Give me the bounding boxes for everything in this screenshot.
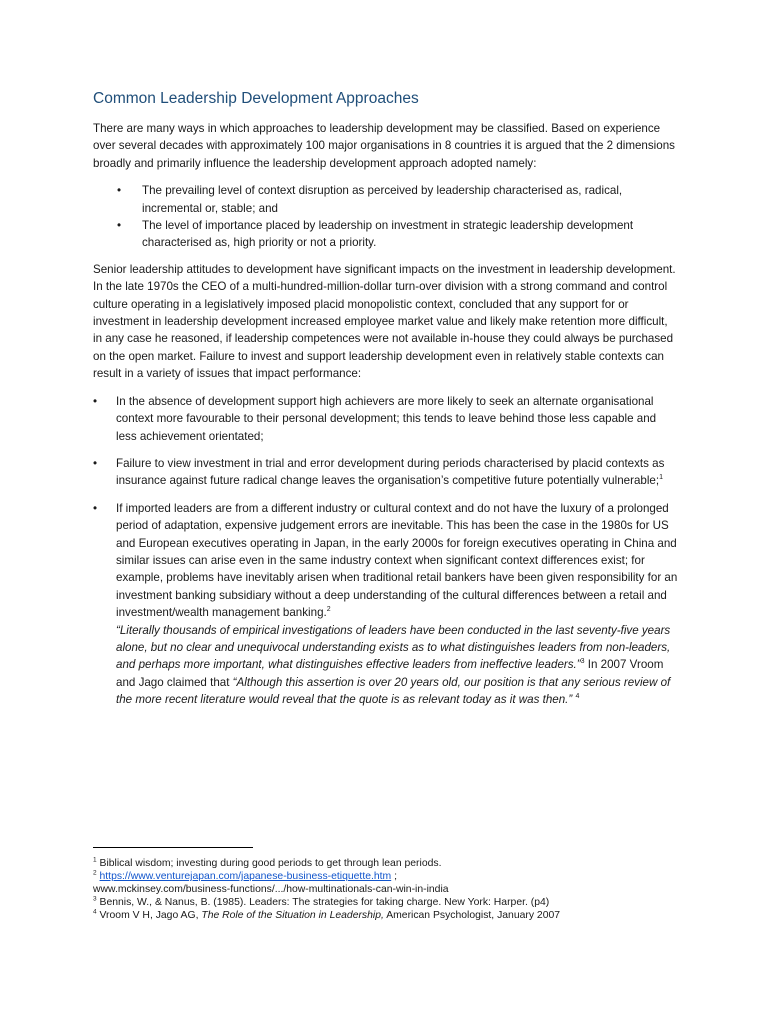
bullet-icon: • — [117, 184, 122, 198]
footnote-number: 4 — [93, 908, 97, 916]
footnote-3 — [93, 896, 683, 909]
senior-attitudes-paragraph: Senior leadership attitudes to development have significant impacts on the investment in leadership development. In the late 1970s the CEO of a multi-hundred-million-dollar turn-over division with a strong command and control culture operating in a legislatively imposed placid monopolistic context, concluded that any support for or investment in leadership development increased employee market value and likely make retention more difficult, in any case he reasoned, if leadership competences were not available in-house they could always be purchased on the open market. Failure to invest and support leadership development even in relatively stable contexts can result in a variety of issues that impact performance: — [93, 262, 676, 381]
intro-paragraph: There are many ways in which approaches to leadership development may be classified. Based on experience over several decades with approximately 100 major organisations in 8 countries it is argued that the 2 dimensions broadly and primarily influence the leadership development approach adopted namely: — [93, 122, 675, 170]
footnote-source: American Psychologist, January 2007 — [383, 910, 561, 921]
issue-text: In the absence of development support high achievers are more likely to seek an alternate organisational context more favourable to their personal development; this tends to leave behind those less capable and less achievement orientated; — [116, 394, 657, 443]
vroom-quote: “Although this assertion is over 20 years old, our position is that any serious review of the more recent literature would reveal that the quote is as relevant today as it was then.” — [116, 675, 671, 707]
footnote-2 — [93, 870, 683, 896]
dimension-text: The level of importance placed by leadership on investment in strategic leadership development characterised as, high priority or not a priority. — [142, 219, 634, 250]
footnote-text: Bennis, W., & Nanus, B. (1985). Leaders: The strategies for taking charge. New York: Harper. (p4) — [96, 897, 550, 908]
dimension-text: The prevailing level of context disruption as perceived by leadership characterised as, radical, incremental or, stable; and — [142, 184, 623, 215]
footnote-number: 2 — [93, 869, 97, 877]
bullet-icon: • — [93, 456, 98, 470]
list-item — [93, 217, 678, 252]
footnote-authors: Vroom V H, Jago AG, — [96, 910, 202, 921]
footnote-divider — [93, 847, 253, 848]
issue-text: Failure to view investment in trial and error development during periods characterised by placid contexts as insurance against future radical change leaves the organisation’s competitive future potentially vulnerable; — [116, 456, 665, 488]
venturejapan-link[interactable]: https://www.venturejapan.com/japanese-business-etiquette.htm — [99, 871, 392, 882]
document-body — [93, 88, 678, 719]
footnote-number: 1 — [93, 856, 97, 864]
section-heading: Common Leadership Development Approaches — [93, 90, 419, 107]
footnote-separator: ; — [391, 871, 397, 882]
issues-list — [93, 393, 678, 709]
list-item — [93, 500, 678, 709]
bullet-icon: • — [93, 394, 98, 408]
footnote-1 — [93, 857, 683, 870]
quote-block — [116, 622, 678, 709]
issue-text: If imported leaders are from a different industry or cultural context and do not have the luxury of a prolonged period of adaptation, expensive judgement errors are inevitable. This has been the case in the 1980s for US and European executives operating in Japan, in the early 2000s for foreign executives operating in China and similar issues can arise even in the same industry context when significant context differences exist; for example, problems have inevitably arisen when traditional retail bankers have been given responsibility for an investment banking subsidiary without a deep understanding of the cultural differences between a retail and investment/wealth management banking. — [116, 501, 678, 620]
footnote-ref[interactable]: 3 — [580, 658, 585, 666]
list-item — [93, 455, 678, 490]
footnote-number: 3 — [93, 895, 97, 903]
list-item — [93, 393, 678, 445]
mckinsey-url: www.mckinsey.com/business-functions/.../how-multinationals-can-win-in-india — [93, 884, 449, 895]
footnote-title: The Role of the Situation in Leadership, — [201, 910, 384, 921]
vroom-intro: In 2007 Vroom and Jago claimed that — [116, 658, 664, 689]
footnote-ref[interactable]: 1 — [659, 474, 663, 482]
footnotes — [93, 847, 683, 922]
footnote-ref[interactable]: 4 — [575, 693, 580, 701]
bullet-icon: • — [93, 501, 98, 515]
footnote-ref[interactable]: 2 — [326, 606, 331, 614]
footnote-text: Biblical wisdom; investing during good periods to get through lean periods. — [96, 858, 442, 869]
dimensions-list — [93, 182, 678, 252]
footnote-4 — [93, 909, 683, 922]
bennis-quote: “Literally thousands of empirical investigations of leaders have been conducted in the last seventy-five years alone, but no clear and unequivocal understanding exists as to what distinguishes leaders from non-leaders, and perhaps more important, what distinguishes effective leaders from ineffective leaders.” — [116, 623, 671, 672]
list-item — [93, 182, 678, 217]
bullet-icon: • — [117, 219, 122, 233]
